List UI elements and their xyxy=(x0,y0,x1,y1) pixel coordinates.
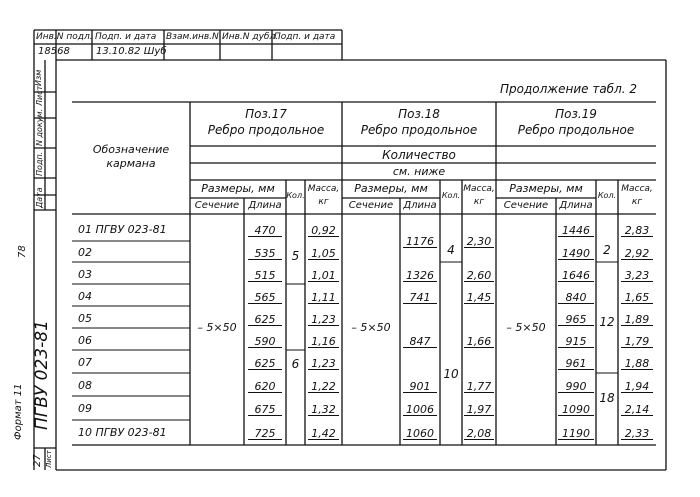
p17-length: 725 xyxy=(248,428,282,440)
p19-sizes-header: Размеры, мм xyxy=(509,182,583,195)
row-designation: 06 xyxy=(78,334,92,347)
p18-qty-2: 10 xyxy=(443,367,459,381)
p19-length: 990 xyxy=(558,381,594,393)
p17-mass: 0,92 xyxy=(308,225,339,237)
p17-section-header: Сечение xyxy=(194,200,240,211)
group-18-pos: Поз.18 xyxy=(398,107,440,121)
p18-mass-header: Масса, кг xyxy=(463,184,495,207)
p19-length: 915 xyxy=(558,336,594,348)
row-designation: 09 xyxy=(78,402,92,415)
p18-length: 901 xyxy=(403,381,437,393)
p19-mass: 3,23 xyxy=(621,270,653,282)
p19-mass-header: Масса, кг xyxy=(621,184,653,207)
p18-length-header: Длина xyxy=(403,200,437,211)
strip-format: Формат 11 xyxy=(13,383,24,440)
p19-length: 1490 xyxy=(558,248,594,260)
p17-length: 535 xyxy=(248,248,282,260)
stamp-sign-header: Подп. и дата xyxy=(95,32,157,42)
strip-doc: N докум. xyxy=(35,108,44,146)
stamp-replace-header: Взам.инв.N xyxy=(166,32,219,42)
p17-mass: 1,42 xyxy=(308,428,339,440)
p19-length: 1190 xyxy=(558,428,594,440)
group-17-name: Ребро продольное xyxy=(207,123,325,137)
p17-mass: 1,05 xyxy=(308,248,339,260)
p19-mass: 1,88 xyxy=(621,358,653,370)
row-designation: 08 xyxy=(78,379,92,392)
stamp-inv-value: 18568 xyxy=(38,46,70,57)
p17-qty-1: 5 xyxy=(291,249,300,263)
p19-mass: 2,14 xyxy=(621,404,653,416)
group-18-name: Ребро продольное xyxy=(360,123,478,137)
p17-length: 515 xyxy=(248,270,282,282)
group-17-pos: Поз.17 xyxy=(245,107,287,121)
sheet-label: Лист xyxy=(45,450,53,468)
strip-designation: ПГВУ 023-81 xyxy=(32,320,52,430)
p19-mass: 2,83 xyxy=(621,225,653,237)
p17-mass-header: Масса, кг xyxy=(307,184,340,207)
p17-length: 620 xyxy=(248,381,282,393)
p17-length: 625 xyxy=(248,358,282,370)
row-designation: 04 xyxy=(78,290,92,303)
p19-qty-1: 2 xyxy=(603,243,611,257)
strip-list: Лист xyxy=(35,85,44,106)
sheet-number: 27 xyxy=(32,454,43,467)
p19-mass: 1,94 xyxy=(621,381,653,393)
p19-length-header: Длина xyxy=(559,200,593,211)
p17-length-header: Длина xyxy=(248,200,282,211)
p19-length: 1446 xyxy=(558,225,594,237)
p18-mass: 1,66 xyxy=(464,336,494,348)
p18-mass: 1,97 xyxy=(464,404,494,416)
p17-section-value: – 5×50 xyxy=(197,321,237,334)
p18-mass: 2,08 xyxy=(464,428,494,440)
p17-qty-header: Кол. xyxy=(286,191,305,200)
see-below-header: см. ниже xyxy=(392,165,446,178)
p19-length: 961 xyxy=(558,358,594,370)
p19-qty-2: 12 xyxy=(599,315,615,329)
p19-mass: 1,65 xyxy=(621,292,653,304)
p19-length: 1646 xyxy=(558,270,594,282)
row-designation: 07 xyxy=(78,356,92,369)
p17-length: 675 xyxy=(248,404,282,416)
row-designation: 03 xyxy=(78,268,92,281)
stamp-inv-header: Инв.N подл. xyxy=(36,32,93,42)
col-designation-header: Обозначение кармана xyxy=(92,143,170,170)
p18-mass: 1,45 xyxy=(464,292,494,304)
p17-length: 470 xyxy=(248,225,282,237)
p19-qty-3: 18 xyxy=(599,391,615,405)
p18-mass: 2,30 xyxy=(464,236,494,248)
p18-length: 1176 xyxy=(403,236,437,248)
strip-izm: Изм xyxy=(34,69,43,86)
p17-qty-2: 6 xyxy=(291,357,300,371)
p18-mass: 2,60 xyxy=(464,270,494,282)
p19-mass: 1,79 xyxy=(621,336,653,348)
p18-length: 1060 xyxy=(403,428,437,440)
p17-mass: 1,23 xyxy=(308,314,339,326)
p19-length: 1090 xyxy=(558,404,594,416)
strip-sign: Подп. xyxy=(35,151,44,176)
p19-section-value: – 5×50 xyxy=(506,321,546,334)
p18-length: 1006 xyxy=(403,404,437,416)
p18-section-value: – 5×50 xyxy=(351,321,391,334)
p18-qty-header: Кол. xyxy=(441,191,461,200)
quantity-header: Количество xyxy=(382,148,456,162)
p17-sizes-header: Размеры, мм xyxy=(201,182,275,195)
row-designation: 01 ПГВУ 023-81 xyxy=(78,223,167,236)
p17-length: 590 xyxy=(248,336,282,348)
strip-number: 78 xyxy=(17,245,28,258)
p18-section-header: Сечение xyxy=(348,200,394,211)
p17-mass: 1,23 xyxy=(308,358,339,370)
group-19-name: Ребро продольное xyxy=(517,123,635,137)
row-designation: 10 ПГВУ 023-81 xyxy=(78,426,167,439)
p19-mass: 2,33 xyxy=(621,428,653,440)
p17-length: 565 xyxy=(248,292,282,304)
p19-mass: 2,92 xyxy=(621,248,653,260)
p18-mass: 1,77 xyxy=(464,381,494,393)
row-designation: 05 xyxy=(78,312,92,325)
p19-section-header: Сечение xyxy=(503,200,549,211)
strip-date: Дата xyxy=(35,187,44,208)
p17-mass: 1,32 xyxy=(308,404,339,416)
stamp-dup-header: Инв.N дубл. xyxy=(222,32,279,42)
row-designation: 02 xyxy=(78,246,92,259)
p17-mass: 1,01 xyxy=(308,270,339,282)
p18-length: 1326 xyxy=(403,270,437,282)
p17-mass: 1,16 xyxy=(308,336,339,348)
p18-length: 741 xyxy=(403,292,437,304)
stamp-date-value: 13.10.82 Шуб xyxy=(96,46,167,57)
group-19-pos: Поз.19 xyxy=(555,107,597,121)
p19-length: 840 xyxy=(558,292,594,304)
p18-length: 847 xyxy=(403,336,437,348)
p18-sizes-header: Размеры, мм xyxy=(354,182,428,195)
p19-mass: 1,89 xyxy=(621,314,653,326)
p19-qty-header: Кол. xyxy=(597,191,617,200)
continuation-label: Продолжение табл. 2 xyxy=(500,82,638,96)
p17-length: 625 xyxy=(248,314,282,326)
p17-mass: 1,11 xyxy=(308,292,339,304)
p18-qty-1: 4 xyxy=(447,243,455,257)
p17-mass: 1,22 xyxy=(308,381,339,393)
stamp-sign2-header: Подп. и дата xyxy=(274,32,336,42)
p19-length: 965 xyxy=(558,314,594,326)
